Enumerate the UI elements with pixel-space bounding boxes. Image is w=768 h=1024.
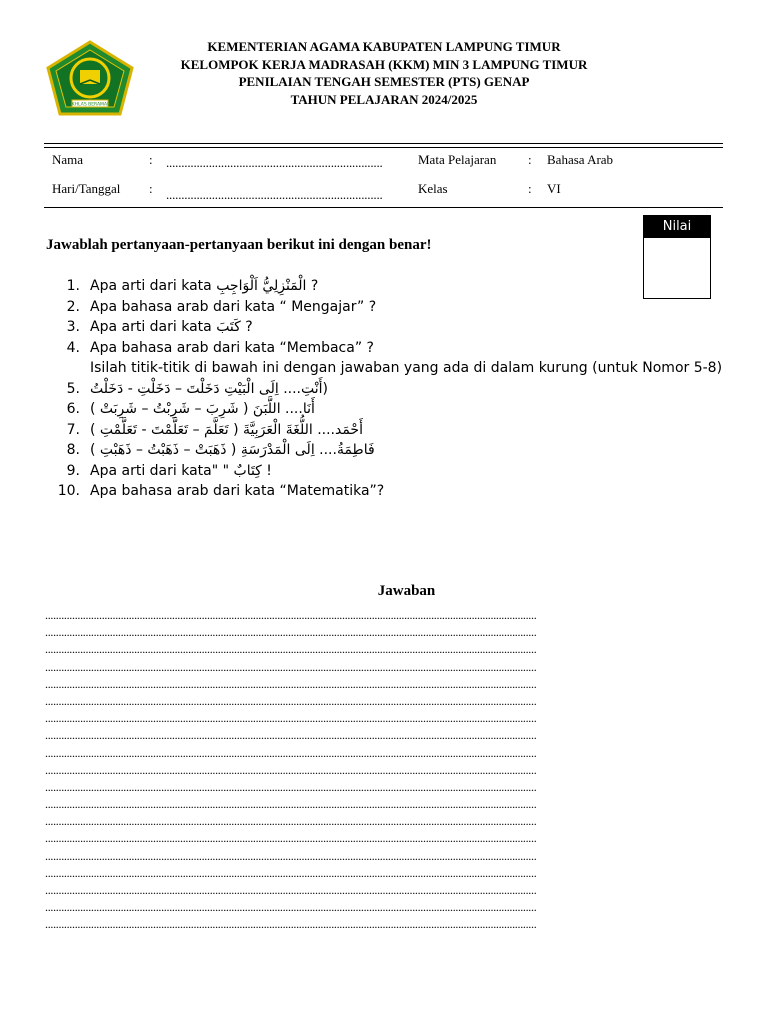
- answer-line[interactable]: ......................................................................................................................................................................................: [45, 762, 537, 777]
- question-number: 2.: [66, 298, 80, 315]
- answer-line[interactable]: ......................................................................................................................................................................................: [45, 917, 537, 932]
- arabic-word: الْمَنْزِلِيُّ اَلْوَاجِبِ: [216, 278, 307, 294]
- question-8: [46, 440, 726, 461]
- nama-field[interactable]: .......................................................................: [166, 155, 383, 170]
- kemenag-logo: [44, 40, 136, 118]
- question-number: 8.: [66, 442, 80, 458]
- question-suffix: ?: [306, 278, 319, 294]
- answer-line[interactable]: ......................................................................................................................................................................................: [45, 728, 537, 743]
- nilai-label: Nilai: [644, 216, 710, 238]
- answer-line[interactable]: ......................................................................................................................................................................................: [45, 865, 537, 880]
- kelas-colon: :: [528, 181, 532, 196]
- answer-lines: [45, 607, 690, 934]
- question-9: [46, 461, 726, 482]
- answer-line[interactable]: ......................................................................................................................................................................................: [45, 900, 537, 915]
- question-number: 3.: [66, 319, 80, 335]
- answer-line[interactable]: ......................................................................................................................................................................................: [45, 797, 537, 812]
- question-number: 10.: [57, 483, 80, 499]
- question-text: Apa arti dari kata: [90, 319, 212, 335]
- hari-colon: :: [149, 181, 153, 196]
- question-number: 9.: [66, 462, 80, 479]
- question-number: 7.: [66, 421, 80, 438]
- question-7: [46, 420, 726, 441]
- answer-line[interactable]: ......................................................................................................................................................................................: [45, 831, 537, 846]
- question-text: Apa bahasa arab dari kata “ Mengajar” ?: [90, 298, 377, 315]
- question-6: [46, 399, 726, 420]
- question-10: [46, 481, 726, 502]
- arabic-word: كِتَابٌ: [233, 462, 262, 479]
- fill-in-instruction: Isilah titik-titik di bawah ini dengan jawaban yang ada di dalam kurung (untuk Nomor 5-8): [90, 360, 723, 376]
- question-text: Apa bahasa arab dari kata “Membaca” ?: [90, 339, 374, 356]
- question-4: [46, 338, 726, 379]
- hari-label: Hari/Tanggal: [52, 181, 121, 196]
- answer-line[interactable]: ......................................................................................................................................................................................: [45, 779, 537, 794]
- question-list: [46, 276, 726, 502]
- answer-line[interactable]: ......................................................................................................................................................................................: [45, 676, 537, 691]
- mapel-value: Bahasa Arab: [547, 152, 614, 167]
- question-text: Apa bahasa arab dari kata “Matematika”?: [90, 483, 385, 499]
- answer-line[interactable]: ......................................................................................................................................................................................: [45, 642, 537, 657]
- question-suffix: ?: [240, 319, 253, 335]
- header-line-3: PENILAIAN TENGAH SEMESTER (PTS) GENAP: [238, 74, 530, 89]
- hari-field[interactable]: .......................................................................: [166, 187, 383, 202]
- answer-line[interactable]: ......................................................................................................................................................................................: [45, 814, 537, 829]
- question-1: [46, 276, 726, 297]
- logo-ribbon-text: IKHLAS BERAMAL: [70, 102, 110, 108]
- question-text: Apa arti dari kata" ": [90, 462, 230, 479]
- question-text: Apa arti dari kata: [90, 278, 212, 294]
- answer-line[interactable]: ......................................................................................................................................................................................: [45, 883, 537, 897]
- arabic-sentence: (أَنْتِ.... اِلَى الْبَيْتِ دَخَلْتَ – دَخَلْتِ - دَخَلْتُ: [90, 380, 328, 397]
- mapel-colon: :: [528, 152, 532, 167]
- answer-line[interactable]: ......................................................................................................................................................................................: [45, 608, 537, 622]
- question-number: 6.: [66, 401, 80, 417]
- kelas-label: Kelas: [418, 181, 448, 196]
- nama-label: Nama: [52, 152, 84, 167]
- jawaban-title: Jawaban: [377, 583, 436, 599]
- header-rule-thin: [44, 147, 723, 148]
- header-line-1: KEMENTERIAN AGAMA KABUPATEN LAMPUNG TIMUR: [207, 39, 561, 54]
- question-suffix: !: [261, 462, 272, 479]
- nama-colon: :: [149, 152, 153, 167]
- question-3: [46, 317, 726, 338]
- answer-line[interactable]: ......................................................................................................................................................................................: [45, 848, 537, 863]
- answer-line[interactable]: ......................................................................................................................................................................................: [45, 659, 537, 674]
- identity-rule: [44, 207, 723, 208]
- question-2: [46, 297, 726, 318]
- answer-line[interactable]: ......................................................................................................................................................................................: [45, 711, 537, 726]
- answer-line[interactable]: ......................................................................................................................................................................................: [45, 745, 537, 760]
- kelas-value: VI: [547, 181, 561, 196]
- arabic-sentence: أَنَا.... اللَّبَنَ ( شَرِبَ – شَرِبْتُ – شَرِبَتْ ): [90, 401, 315, 417]
- arabic-sentence: فَاطِمَةُ.... اِلَى الْمَدْرَسَةِ ( ذَهَبَتْ – ذَهَبْتُ – ذَهَبْتِ ): [90, 442, 375, 458]
- instruction: Jawablah pertanyaan-pertanyaan berikut ini dengan benar!: [46, 237, 432, 253]
- arabic-sentence: أَحْمَد.... اللُّغَةَ الْعَرَبِيَّةَ ( تَعَلَّمَ – تَعَلَّمْتَ - تَعَلَّمْتِ ): [90, 421, 363, 438]
- document-header: [140, 38, 628, 108]
- question-number: 5.: [66, 380, 80, 397]
- mapel-label: Mata Pelajaran: [418, 152, 497, 167]
- header-rule-thick: [44, 143, 723, 144]
- question-number: 4.: [66, 339, 80, 356]
- header-line-2: KELOMPOK KERJA MADRASAH (KKM) MIN 3 LAMPUNG TIMUR: [180, 56, 588, 72]
- answer-line[interactable]: ......................................................................................................................................................................................: [45, 693, 537, 708]
- question-number: 1.: [66, 278, 80, 294]
- arabic-word: كَتَبَ: [216, 319, 241, 335]
- answer-line[interactable]: ......................................................................................................................................................................................: [45, 625, 537, 640]
- header-line-4: TAHUN PELAJARAN 2024/2025: [290, 91, 478, 107]
- question-5: [46, 379, 726, 400]
